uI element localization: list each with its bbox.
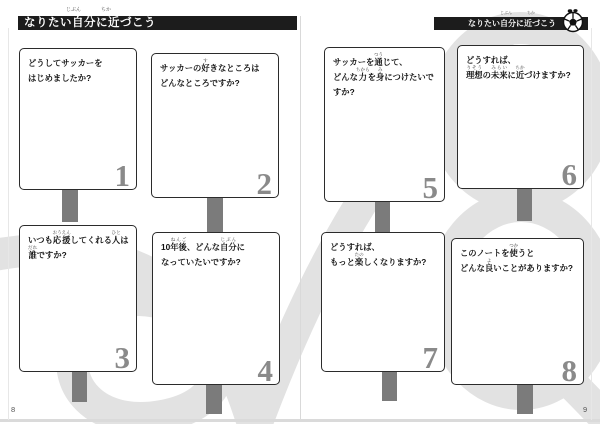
signpost-stem-8 (517, 383, 533, 414)
page-left-edge (8, 28, 9, 420)
signpost-stem-7 (382, 370, 397, 401)
page-right-edge (591, 28, 592, 420)
panel-number-8: 8 (561, 353, 577, 388)
question-box-3 (19, 225, 137, 375)
page-bottom-edge (0, 419, 600, 422)
question-box-4 (152, 232, 280, 388)
signpost-stem-4 (206, 383, 222, 414)
question-text-4: 10年後ねんご、どんな自分じぶんに なっていたいですか? (161, 237, 245, 267)
page-number-right: 9 (583, 405, 588, 414)
panel-number-1: 1 (114, 158, 130, 193)
panel-number-6: 6 (561, 157, 577, 192)
soccer-ball-icon (561, 8, 585, 33)
signpost-stem-5 (375, 200, 390, 234)
header-left-title: なりたい自分に近づこう (24, 17, 156, 29)
header-left-furigana-jibun: じぶん (66, 7, 82, 13)
question-box-5 (324, 47, 445, 205)
header-right-furigana-jibun: じぶん (500, 10, 512, 15)
question-text-2: サッカーの好すきなところは どんなところですか? (160, 58, 260, 88)
question-text-3: いつも応援おうえんしてくれる人ひとは 誰だれですか? (28, 230, 129, 260)
header-left-title-bar (18, 16, 297, 30)
panel-number-7: 7 (422, 340, 438, 375)
panel-number-2: 2 (256, 166, 272, 201)
page-gutter (300, 16, 301, 420)
question-text-6: どうすれば、 理想りそうの未来みらいに近ちかづけますか? (466, 55, 571, 80)
header-left-furigana-chika: ちか (101, 7, 112, 13)
question-box-6 (457, 45, 584, 192)
panel-number-4: 4 (257, 353, 273, 388)
signpost-stem-2 (207, 196, 223, 232)
question-box-7 (321, 232, 445, 375)
question-box-1 (19, 48, 137, 193)
signpost-stem-3 (72, 370, 87, 402)
signpost-stem-6 (517, 187, 532, 221)
signpost-stem-1 (62, 188, 78, 222)
question-text-7: どうすれば、 もっと楽たのしくなりますか? (330, 242, 427, 267)
panel-number-3: 3 (114, 340, 130, 375)
panel-number-5: 5 (422, 170, 438, 205)
question-text-5: サッカーを通つうじて、 どんな力ちからを身みにつけたいですか? (333, 52, 434, 97)
question-box-2 (151, 53, 279, 201)
question-text-1: どうしてサッカーを はじめましたか? (28, 58, 103, 83)
header-right-furigana-chika: ちか (527, 10, 535, 15)
question-box-8 (451, 238, 584, 388)
page-number-left: 8 (11, 405, 16, 414)
header-right-title: なりたい自分に近づこう (468, 19, 556, 28)
question-text-8: このノートを使つかうと どんな良よいことがありますか? (460, 243, 573, 273)
